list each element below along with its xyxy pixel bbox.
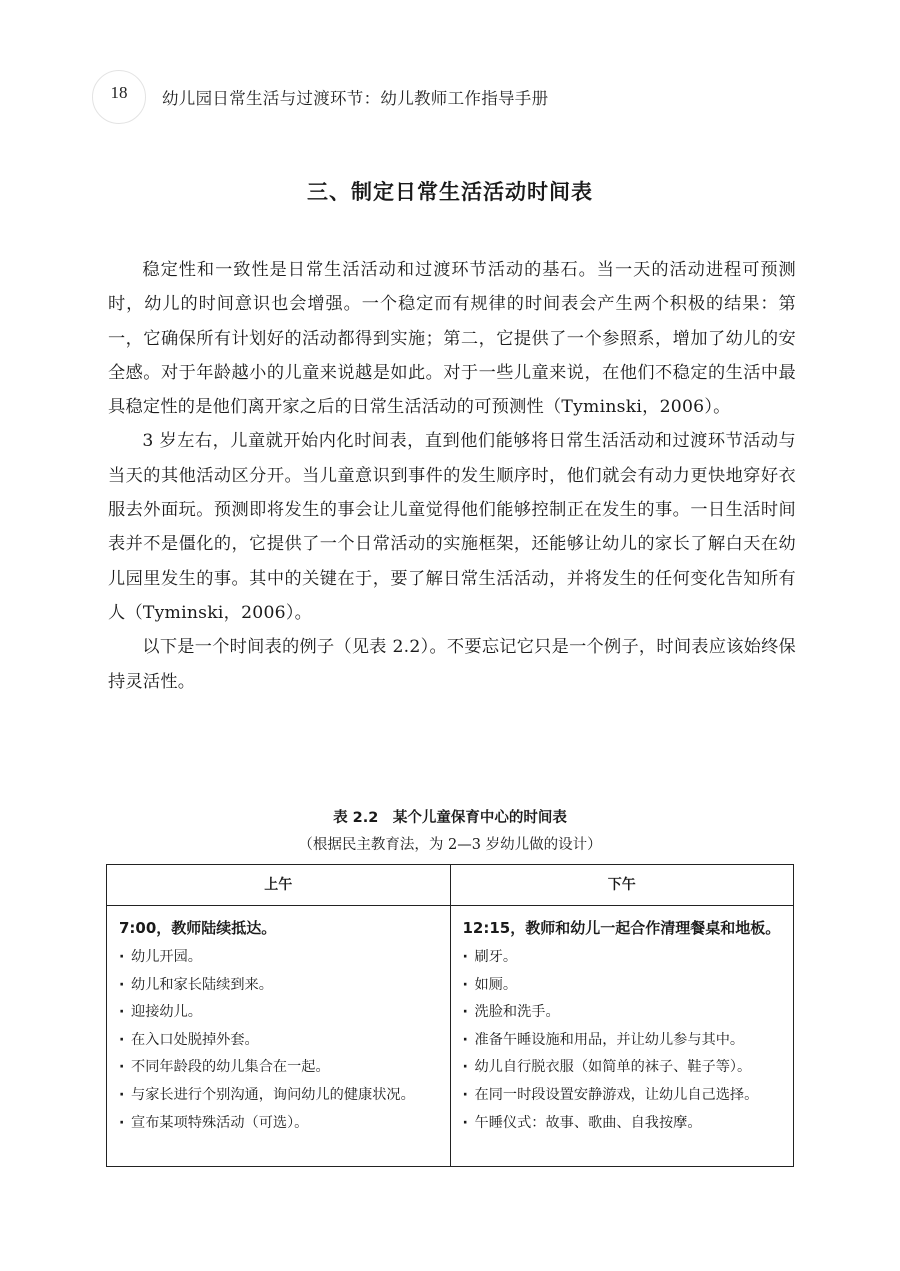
- page-number: 18: [110, 83, 128, 102]
- paragraph-2: 3 岁左右，儿童就开始内化时间表，直到他们能够将日常生活活动和过渡环节活动与当天的其他活动区分开。当儿童意识到事件的发生顺序时，他们就会有动力更快地穿好衣服去外面玩。预测即将发生的事会让儿童觉得他们能够控制正在发生的事。一日生活时间表并不是僵化的，它提供了一个日常活动的实施框架，还能够让幼儿的家长了解白天在幼儿园里发生的事。其中的关键在于，要了解日常生活活动，并将发生的任何变化告知所有人（Tyminski，2006）。: [108, 431, 796, 623]
- table-title: 表 2.2 某个儿童保育中心的时间表: [333, 810, 567, 826]
- table-subtitle: （根据民主教育法，为 2—3 岁幼儿做的设计）: [298, 837, 602, 853]
- list-item: · 刷牙。: [463, 944, 784, 972]
- book-title: 幼儿园日常生活与过渡环节：幼儿教师工作指导手册: [162, 89, 549, 108]
- paragraph-3: 以下是一个时间表的例子（见表 2.2）。不要忘记它只是一个例子，时间表应该始终保持灵活性。: [108, 637, 796, 692]
- morning-column: [107, 906, 450, 1166]
- section-title: 三、制定日常生活活动时间表: [307, 180, 593, 204]
- table-header-row: [107, 865, 793, 906]
- header-morning: 上午: [264, 877, 293, 893]
- schedule-table: [106, 864, 794, 1167]
- list-item: · 幼儿自行脱衣服（如简单的袜子、鞋子等）。: [463, 1054, 784, 1082]
- afternoon-title: 12:15，教师和幼儿一起合作清理餐桌和地板。: [462, 919, 781, 937]
- list-item: · 不同年龄段的幼儿集合在一起。: [119, 1054, 440, 1082]
- list-item: · 在入口处脱掉外套。: [119, 1027, 440, 1055]
- body-text: [108, 253, 796, 699]
- list-item: · 在同一时段设置安静游戏，让幼儿自己选择。: [463, 1082, 784, 1110]
- list-item: · 午睡仪式：故事、歌曲、自我按摩。: [463, 1110, 784, 1138]
- list-item: · 如厕。: [463, 972, 784, 1000]
- list-item: · 宣布某项特殊活动（可选）。: [119, 1110, 440, 1138]
- morning-title: 7:00，教师陆续抵达。: [119, 919, 277, 937]
- afternoon-column: [450, 906, 794, 1166]
- running-header: [92, 70, 812, 126]
- list-item: · 幼儿和家长陆续到来。: [119, 972, 440, 1000]
- list-item: · 洗脸和洗手。: [463, 999, 784, 1027]
- list-item: · 与家长进行个别沟通，询问幼儿的健康状况。: [119, 1082, 440, 1110]
- header-afternoon: 下午: [450, 865, 794, 905]
- paragraph-1: 稳定性和一致性是日常生活活动和过渡环节活动的基石。当一天的活动进程可预测时，幼儿的时间意识也会增强。一个稳定而有规律的时间表会产生两个积极的结果：第一，它确保所有计划好的活动都得到实施；第二，它提供了一个参照系，增加了幼儿的安全感。对于年龄越小的儿童来说越是如此。对于一些儿童来说，在他们不稳定的生活中最具稳定性的是他们离开家之后的日常生活活动的可预测性（Tyminski，2006）。: [108, 260, 796, 418]
- afternoon-list: [463, 944, 784, 1137]
- morning-list: [119, 944, 440, 1137]
- list-item: · 幼儿开园。: [119, 944, 440, 972]
- table-body-row: [107, 906, 793, 1166]
- list-item: · 准备午睡设施和用品，并让幼儿参与其中。: [463, 1027, 784, 1055]
- list-item: · 迎接幼儿。: [119, 999, 440, 1027]
